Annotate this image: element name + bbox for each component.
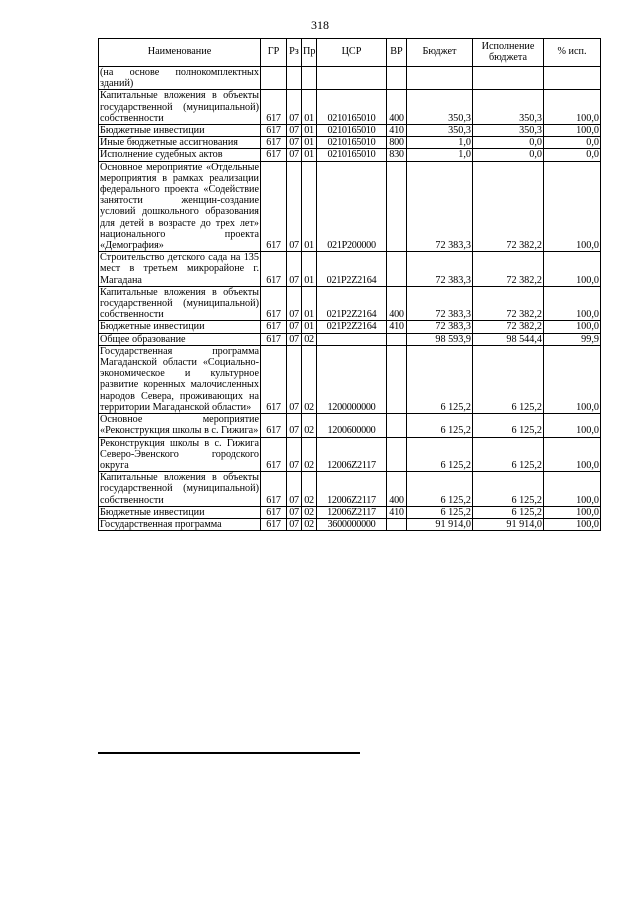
row-percent-cell: 100,0 xyxy=(544,125,601,137)
row-execution-cell: 91 914,0 xyxy=(473,518,544,530)
row-rz-cell: 07 xyxy=(287,286,302,321)
row-rz-cell: 07 xyxy=(287,437,302,472)
table-body xyxy=(99,67,601,531)
row-percent-cell: 100,0 xyxy=(544,518,601,530)
row-execution-cell: 0,0 xyxy=(473,149,544,161)
row-budget-cell: 1,0 xyxy=(407,137,473,149)
header-vr: ВР xyxy=(387,39,407,67)
table-row xyxy=(99,321,601,333)
row-name-cell: Капитальные вложения в объекты государственной (муниципальной) собственности xyxy=(100,472,259,506)
row-pr-cell: 01 xyxy=(302,321,317,333)
table-row xyxy=(99,472,601,507)
row-gr-cell: 617 xyxy=(261,286,287,321)
row-percent-cell: 100,0 xyxy=(544,345,601,413)
row-rz-cell: 07 xyxy=(287,252,302,287)
row-vr-cell xyxy=(387,518,407,530)
row-pr-cell: 02 xyxy=(302,506,317,518)
row-pr-cell: 01 xyxy=(302,137,317,149)
row-gr-cell: 617 xyxy=(261,149,287,161)
row-gr-cell: 617 xyxy=(261,472,287,507)
row-gr-cell: 617 xyxy=(261,333,287,345)
row-budget-cell: 6 125,2 xyxy=(407,472,473,507)
row-gr-cell: 617 xyxy=(261,252,287,287)
row-vr-cell xyxy=(387,345,407,413)
row-csr-cell: 0210165010 xyxy=(317,90,387,125)
row-execution-cell: 72 382,2 xyxy=(473,321,544,333)
row-percent-cell: 100,0 xyxy=(544,286,601,321)
row-execution-cell: 6 125,2 xyxy=(473,414,544,437)
row-percent-cell: 100,0 xyxy=(544,414,601,437)
row-percent-cell: 100,0 xyxy=(544,506,601,518)
table-row xyxy=(99,518,601,530)
row-budget-cell: 91 914,0 xyxy=(407,518,473,530)
row-vr-cell: 400 xyxy=(387,472,407,507)
row-vr-cell xyxy=(387,67,407,90)
row-pr-cell: 02 xyxy=(302,333,317,345)
row-name-cell: Бюджетные инвестиции xyxy=(99,506,261,518)
table-row xyxy=(99,252,601,287)
row-csr-cell: 1200600000 xyxy=(317,414,387,437)
row-gr-cell: 617 xyxy=(261,345,287,413)
table-header-row xyxy=(99,39,601,67)
row-vr-cell: 400 xyxy=(387,90,407,125)
row-pr-cell: 01 xyxy=(302,90,317,125)
row-budget-cell: 72 383,3 xyxy=(407,321,473,333)
row-execution-cell: 72 382,2 xyxy=(473,161,544,252)
row-execution-cell: 350,3 xyxy=(473,90,544,125)
page-number: 318 xyxy=(311,18,329,32)
row-execution-cell xyxy=(473,67,544,90)
row-csr-cell: 3600000000 xyxy=(317,518,387,530)
header-gr: ГР xyxy=(261,39,287,67)
row-vr-cell xyxy=(387,252,407,287)
row-pr-cell: 02 xyxy=(302,414,317,437)
row-name-cell: Капитальные вложения в объекты государственной (муниципальной) собственности xyxy=(100,90,259,124)
table-row xyxy=(99,161,601,252)
table-row xyxy=(99,90,601,125)
table-row xyxy=(99,137,601,149)
row-vr-cell: 410 xyxy=(387,125,407,137)
table-row xyxy=(99,414,601,437)
row-percent-cell: 100,0 xyxy=(544,437,601,472)
table-row xyxy=(99,345,601,413)
row-execution-cell: 72 382,2 xyxy=(473,286,544,321)
row-budget-cell: 1,0 xyxy=(407,149,473,161)
row-gr-cell: 617 xyxy=(261,518,287,530)
row-vr-cell xyxy=(387,333,407,345)
row-rz-cell: 07 xyxy=(287,321,302,333)
row-csr-cell xyxy=(317,333,387,345)
row-percent-cell xyxy=(544,67,601,90)
row-csr-cell xyxy=(317,67,387,90)
row-budget-cell: 6 125,2 xyxy=(407,437,473,472)
row-vr-cell: 410 xyxy=(387,506,407,518)
row-rz-cell xyxy=(287,67,302,90)
row-gr-cell xyxy=(261,67,287,90)
row-name-cell: Основное мероприятие «Отдельные мероприятия в рамках реализации федерального проекта «Содействие занятости женщин-создание условий дошкольного образования для детей в возрасте до трех лет» национального проекта «Демография» xyxy=(100,161,259,252)
table-row xyxy=(99,125,601,137)
row-rz-cell: 07 xyxy=(287,137,302,149)
row-csr-cell: 021P2Z2164 xyxy=(317,321,387,333)
row-name-cell: Иные бюджетные ассигнования xyxy=(99,137,261,149)
row-name-cell: Общее образование xyxy=(99,333,261,345)
row-gr-cell: 617 xyxy=(261,137,287,149)
row-gr-cell: 617 xyxy=(261,125,287,137)
table-row xyxy=(99,437,601,472)
row-csr-cell: 021P2Z2164 xyxy=(317,252,387,287)
row-percent-cell: 100,0 xyxy=(544,90,601,125)
row-percent-cell: 100,0 xyxy=(544,321,601,333)
row-csr-cell: 0210165010 xyxy=(317,149,387,161)
row-csr-cell: 021P2Z2164 xyxy=(317,286,387,321)
row-pr-cell: 01 xyxy=(302,149,317,161)
row-percent-cell: 100,0 xyxy=(544,252,601,287)
row-vr-cell: 800 xyxy=(387,137,407,149)
row-csr-cell: 12006Z2117 xyxy=(317,437,387,472)
row-budget-cell: 350,3 xyxy=(407,90,473,125)
row-pr-cell: 02 xyxy=(302,518,317,530)
row-percent-cell: 0,0 xyxy=(544,149,601,161)
row-csr-cell: 12006Z2117 xyxy=(317,472,387,507)
header-name: Наименование xyxy=(99,39,261,67)
row-gr-cell: 617 xyxy=(261,321,287,333)
row-csr-cell: 0210165010 xyxy=(317,137,387,149)
row-gr-cell: 617 xyxy=(261,506,287,518)
row-execution-cell: 6 125,2 xyxy=(473,472,544,507)
row-csr-cell: 1200000000 xyxy=(317,345,387,413)
row-rz-cell: 07 xyxy=(287,518,302,530)
table-row xyxy=(99,67,601,90)
row-execution-cell: 72 382,2 xyxy=(473,252,544,287)
row-pr-cell: 01 xyxy=(302,286,317,321)
row-name-cell: Государственная программа Магаданской области «Социально-экономическое и культурное развитие коренных малочисленных народов Севера, проживающих на территории Магаданской области» xyxy=(100,345,259,413)
row-vr-cell xyxy=(387,437,407,472)
row-budget-cell: 6 125,2 xyxy=(407,414,473,437)
row-rz-cell: 07 xyxy=(287,333,302,345)
row-name-cell: Бюджетные инвестиции xyxy=(99,321,261,333)
row-pr-cell: 01 xyxy=(302,125,317,137)
row-name-cell: Государственная программа xyxy=(99,518,261,530)
row-budget-cell: 6 125,2 xyxy=(407,506,473,518)
table-row xyxy=(99,333,601,345)
row-vr-cell: 830 xyxy=(387,149,407,161)
header-pr: Пр xyxy=(302,39,317,67)
header-budget: Бюджет xyxy=(407,39,473,67)
row-csr-cell: 12006Z2117 xyxy=(317,506,387,518)
row-rz-cell: 07 xyxy=(287,125,302,137)
table-row xyxy=(99,286,601,321)
row-name-cell: Капитальные вложения в объекты государственной (муниципальной) собственности xyxy=(100,286,259,321)
row-csr-cell: 021P200000 xyxy=(317,161,387,252)
row-csr-cell: 0210165010 xyxy=(317,125,387,137)
row-execution-cell: 350,3 xyxy=(473,125,544,137)
row-pr-cell: 02 xyxy=(302,437,317,472)
row-execution-cell: 6 125,2 xyxy=(473,345,544,413)
row-percent-cell: 100,0 xyxy=(544,472,601,507)
row-rz-cell: 07 xyxy=(287,345,302,413)
row-pr-cell: 01 xyxy=(302,161,317,252)
row-name-cell: Исполнение судебных актов xyxy=(99,149,261,161)
row-pr-cell: 02 xyxy=(302,345,317,413)
row-rz-cell: 07 xyxy=(287,506,302,518)
row-gr-cell: 617 xyxy=(261,90,287,125)
row-execution-cell: 0,0 xyxy=(473,137,544,149)
row-execution-cell: 6 125,2 xyxy=(473,437,544,472)
row-vr-cell: 400 xyxy=(387,286,407,321)
row-budget-cell: 350,3 xyxy=(407,125,473,137)
row-rz-cell: 07 xyxy=(287,414,302,437)
row-vr-cell xyxy=(387,161,407,252)
row-pr-cell: 01 xyxy=(302,252,317,287)
row-pr-cell xyxy=(302,67,317,90)
row-vr-cell xyxy=(387,414,407,437)
row-percent-cell: 100,0 xyxy=(544,161,601,252)
header-rz: Рз xyxy=(287,39,302,67)
row-rz-cell: 07 xyxy=(287,161,302,252)
row-vr-cell: 410 xyxy=(387,321,407,333)
row-gr-cell: 617 xyxy=(261,414,287,437)
row-rz-cell: 07 xyxy=(287,90,302,125)
row-budget-cell: 72 383,3 xyxy=(407,161,473,252)
budget-execution-table xyxy=(98,38,601,531)
row-name-cell: Бюджетные инвестиции xyxy=(99,125,261,137)
row-percent-cell: 99,9 xyxy=(544,333,601,345)
row-name-cell: Строительство детского сада на 135 мест в третьем микрорайоне г. Магадана xyxy=(100,252,259,286)
row-execution-cell: 6 125,2 xyxy=(473,506,544,518)
row-name-cell: (на основе полнокомплектных зданий) xyxy=(100,67,259,90)
footnote-separator xyxy=(98,752,360,754)
row-budget-cell: 72 383,3 xyxy=(407,252,473,287)
table-row xyxy=(99,506,601,518)
row-gr-cell: 617 xyxy=(261,437,287,472)
row-rz-cell: 07 xyxy=(287,472,302,507)
table-row xyxy=(99,149,601,161)
row-budget-cell: 6 125,2 xyxy=(407,345,473,413)
row-budget-cell: 98 593,9 xyxy=(407,333,473,345)
row-gr-cell: 617 xyxy=(261,161,287,252)
row-percent-cell: 0,0 xyxy=(544,137,601,149)
header-execution: Исполнение бюджета xyxy=(473,39,544,67)
row-execution-cell: 98 544,4 xyxy=(473,333,544,345)
row-pr-cell: 02 xyxy=(302,472,317,507)
header-percent: % исп. xyxy=(544,39,601,67)
row-budget-cell xyxy=(407,67,473,90)
header-csr: ЦСР xyxy=(317,39,387,67)
row-budget-cell: 72 383,3 xyxy=(407,286,473,321)
row-name-cell: Реконструкция школы в с. Гижига Северо-Эвенского городского округа xyxy=(100,437,259,471)
row-name-cell: Основное мероприятие «Реконструкция школы в с. Гижига» xyxy=(100,414,259,437)
row-rz-cell: 07 xyxy=(287,149,302,161)
